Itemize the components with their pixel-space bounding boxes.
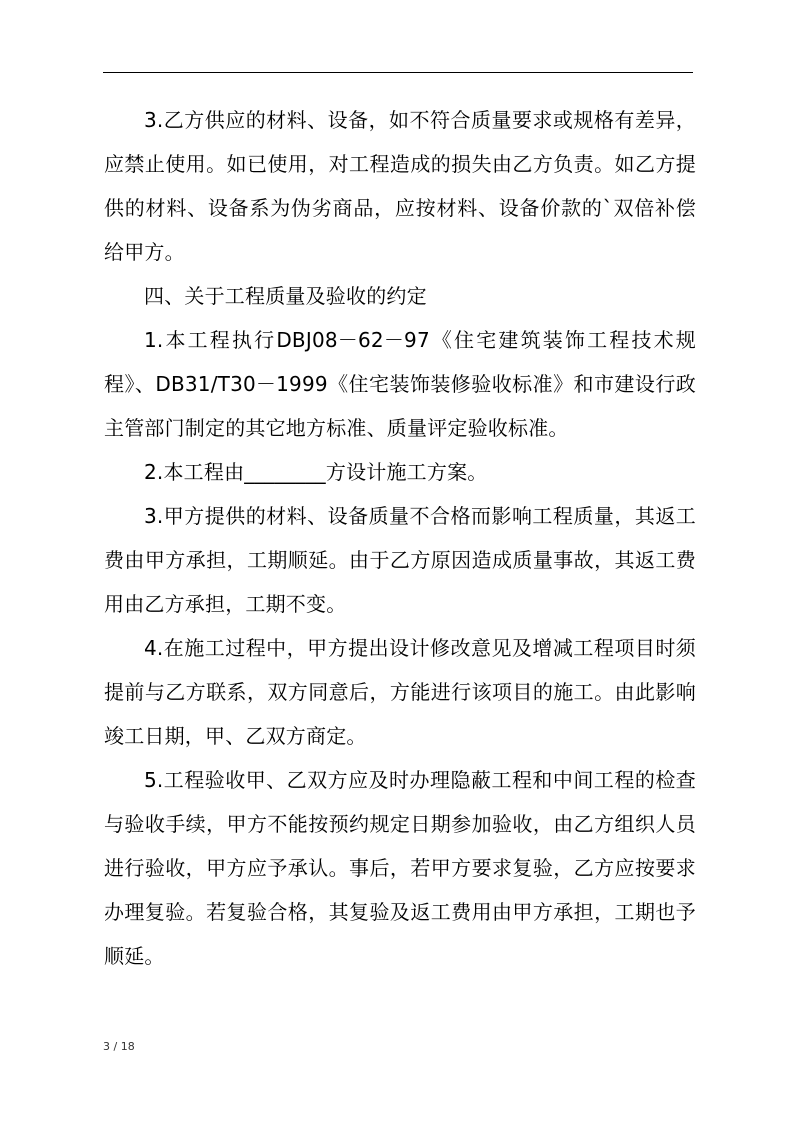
clause-4-changes: 4.在施工过程中，甲方提出设计修改意见及增减工程项目时须提前与乙方联系，双方同意后，方能进行该项目的施工。由此影响竣工日期，甲、乙双方商定。: [104, 636, 696, 748]
clause-1-standards: 1.本工程执行DBJ08－62－97《住宅建筑装饰工程技术规程》、DB31/T30－1999《住宅装饰装修验收标准》和市建设行政主管部门制定的其它地方标准、质量评定验收标准。: [104, 328, 696, 440]
page-number: 3 / 18: [103, 1040, 135, 1053]
clause-3-materials: 3.乙方供应的材料、设备，如不符合质量要求或规格有差异，应禁止使用。如已使用，对工程造成的损失由乙方负责。如乙方提供的材料、设备系为伪劣商品，应按材料、设备价款的`双倍补偿给甲方。: [104, 108, 696, 264]
clause-2-design: 2.本工程由________方设计施工方案。: [144, 460, 488, 484]
clause-5-acceptance: 5.工程验收甲、乙双方应及时办理隐蔽工程和中间工程的检查与验收手续，甲方不能按预约规定日期参加验收，由乙方组织人员进行验收，甲方应予承认。事后，若甲方要求复验，乙方应按要求办理复验。若复验合格，其复验及返工费用由甲方承担，工期也予顺延。: [104, 768, 696, 968]
document-body: [104, 98, 696, 978]
clause-3-rework: 3.甲方提供的材料、设备质量不合格而影响工程质量，其返工费由甲方承担，工期顺延。由于乙方原因造成质量事故，其返工费用由乙方承担，工期不变。: [104, 504, 696, 616]
section-heading-quality: 四、关于工程质量及验收的约定: [144, 284, 427, 308]
header-rule: [103, 72, 693, 73]
